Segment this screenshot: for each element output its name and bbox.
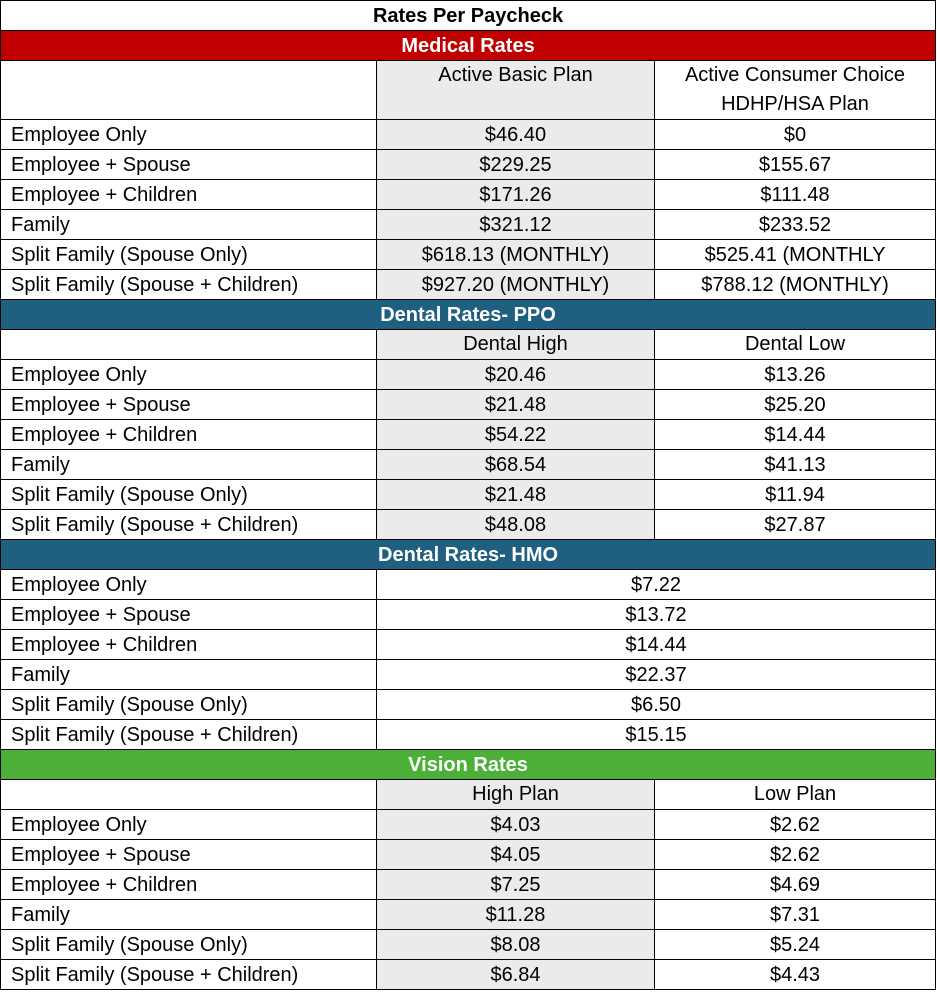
plan-a-rate: $21.48	[377, 390, 655, 420]
plan-a-rate: $20.46	[377, 360, 655, 390]
plan-a-rate: $321.12	[377, 210, 655, 240]
row-label: Employee Only	[1, 570, 377, 600]
table-row	[1, 570, 936, 600]
dental-ppo-section-header	[1, 300, 936, 330]
plan-a-rate: $8.08	[377, 930, 655, 960]
plan-a-rate: $46.40	[377, 120, 655, 150]
row-label: Employee + Children	[1, 420, 377, 450]
medical-plan-b-header: Active Consumer Choice HDHP/HSA Plan	[655, 61, 936, 120]
table-row	[1, 930, 936, 960]
plan-a-rate: $4.03	[377, 810, 655, 840]
table-row	[1, 870, 936, 900]
rate-value: $13.72	[377, 600, 936, 630]
dental-ppo-column-header-row	[1, 330, 936, 360]
plan-b-rate: $4.69	[655, 870, 936, 900]
row-label: Family	[1, 450, 377, 480]
dental-hmo-rows	[1, 570, 936, 750]
table-row	[1, 420, 936, 450]
table-row	[1, 660, 936, 690]
plan-a-rate: $54.22	[377, 420, 655, 450]
empty-header-cell	[1, 61, 377, 120]
rate-value: $22.37	[377, 660, 936, 690]
table-row	[1, 960, 936, 990]
rate-value: $14.44	[377, 630, 936, 660]
medical-column-header-row	[1, 61, 936, 120]
vision-rows	[1, 810, 936, 990]
plan-a-rate: $7.25	[377, 870, 655, 900]
plan-b-rate: $4.43	[655, 960, 936, 990]
row-label: Employee Only	[1, 120, 377, 150]
plan-a-rate: $927.20 (MONTHLY)	[377, 270, 655, 300]
row-label: Split Family (Spouse + Children)	[1, 960, 377, 990]
rate-value: $7.22	[377, 570, 936, 600]
row-label: Employee + Children	[1, 180, 377, 210]
plan-b-rate: $27.87	[655, 510, 936, 540]
plan-b-rate: $14.44	[655, 420, 936, 450]
row-label: Split Family (Spouse + Children)	[1, 270, 377, 300]
row-label: Split Family (Spouse Only)	[1, 930, 377, 960]
table-row	[1, 720, 936, 750]
row-label: Family	[1, 210, 377, 240]
plan-b-rate: $2.62	[655, 810, 936, 840]
table-row	[1, 840, 936, 870]
row-label: Employee + Children	[1, 870, 377, 900]
table-row	[1, 210, 936, 240]
plan-a-rate: $171.26	[377, 180, 655, 210]
row-label: Employee + Spouse	[1, 150, 377, 180]
dental-ppo-rows	[1, 360, 936, 540]
table-row	[1, 270, 936, 300]
medical-section-header	[1, 31, 936, 61]
plan-b-rate: $7.31	[655, 900, 936, 930]
row-label: Employee Only	[1, 810, 377, 840]
table-row	[1, 510, 936, 540]
plan-b-rate: $233.52	[655, 210, 936, 240]
plan-a-rate: $21.48	[377, 480, 655, 510]
vision-section-header	[1, 750, 936, 780]
table-row	[1, 690, 936, 720]
table-row	[1, 180, 936, 210]
vision-section-title: Vision Rates	[1, 750, 936, 780]
plan-b-rate: $25.20	[655, 390, 936, 420]
plan-b-rate: $5.24	[655, 930, 936, 960]
table-row	[1, 120, 936, 150]
table-row	[1, 810, 936, 840]
table-row	[1, 480, 936, 510]
row-label: Employee + Spouse	[1, 390, 377, 420]
table-row	[1, 390, 936, 420]
table-row	[1, 150, 936, 180]
dental-ppo-plan-b-header: Dental Low	[655, 330, 936, 360]
row-label: Family	[1, 900, 377, 930]
row-label: Split Family (Spouse + Children)	[1, 510, 377, 540]
table-row	[1, 450, 936, 480]
dental-hmo-section-title: Dental Rates- HMO	[1, 540, 936, 570]
row-label: Employee Only	[1, 360, 377, 390]
plan-b-rate: $0	[655, 120, 936, 150]
plan-a-rate: $6.84	[377, 960, 655, 990]
row-label: Split Family (Spouse Only)	[1, 690, 377, 720]
table-title: Rates Per Paycheck	[1, 1, 936, 31]
table-row	[1, 600, 936, 630]
row-label: Split Family (Spouse + Children)	[1, 720, 377, 750]
plan-b-rate: $111.48	[655, 180, 936, 210]
vision-plan-b-header: Low Plan	[655, 780, 936, 810]
rate-value: $6.50	[377, 690, 936, 720]
row-label: Employee + Children	[1, 630, 377, 660]
rate-value: $15.15	[377, 720, 936, 750]
medical-section-title: Medical Rates	[1, 31, 936, 61]
dental-ppo-plan-a-header: Dental High	[377, 330, 655, 360]
plan-b-rate: $2.62	[655, 840, 936, 870]
plan-b-rate: $525.41 (MONTHLY	[655, 240, 936, 270]
plan-b-rate: $155.67	[655, 150, 936, 180]
plan-a-rate: $68.54	[377, 450, 655, 480]
table-row	[1, 900, 936, 930]
plan-b-rate: $788.12 (MONTHLY)	[655, 270, 936, 300]
plan-a-rate: $11.28	[377, 900, 655, 930]
plan-a-rate: $48.08	[377, 510, 655, 540]
table-title-row	[1, 1, 936, 31]
row-label: Employee + Spouse	[1, 840, 377, 870]
table-row	[1, 360, 936, 390]
empty-header-cell	[1, 330, 377, 360]
row-label: Family	[1, 660, 377, 690]
dental-hmo-section-header	[1, 540, 936, 570]
vision-column-header-row	[1, 780, 936, 810]
empty-header-cell	[1, 780, 377, 810]
medical-plan-a-header: Active Basic Plan	[377, 61, 655, 120]
vision-plan-a-header: High Plan	[377, 780, 655, 810]
plan-a-rate: $4.05	[377, 840, 655, 870]
plan-b-rate: $13.26	[655, 360, 936, 390]
medical-rows	[1, 120, 936, 300]
plan-b-rate: $11.94	[655, 480, 936, 510]
table-row	[1, 240, 936, 270]
plan-a-rate: $618.13 (MONTHLY)	[377, 240, 655, 270]
plan-a-rate: $229.25	[377, 150, 655, 180]
plan-b-rate: $41.13	[655, 450, 936, 480]
table-row	[1, 630, 936, 660]
dental-ppo-section-title: Dental Rates- PPO	[1, 300, 936, 330]
row-label: Employee + Spouse	[1, 600, 377, 630]
row-label: Split Family (Spouse Only)	[1, 480, 377, 510]
row-label: Split Family (Spouse Only)	[1, 240, 377, 270]
